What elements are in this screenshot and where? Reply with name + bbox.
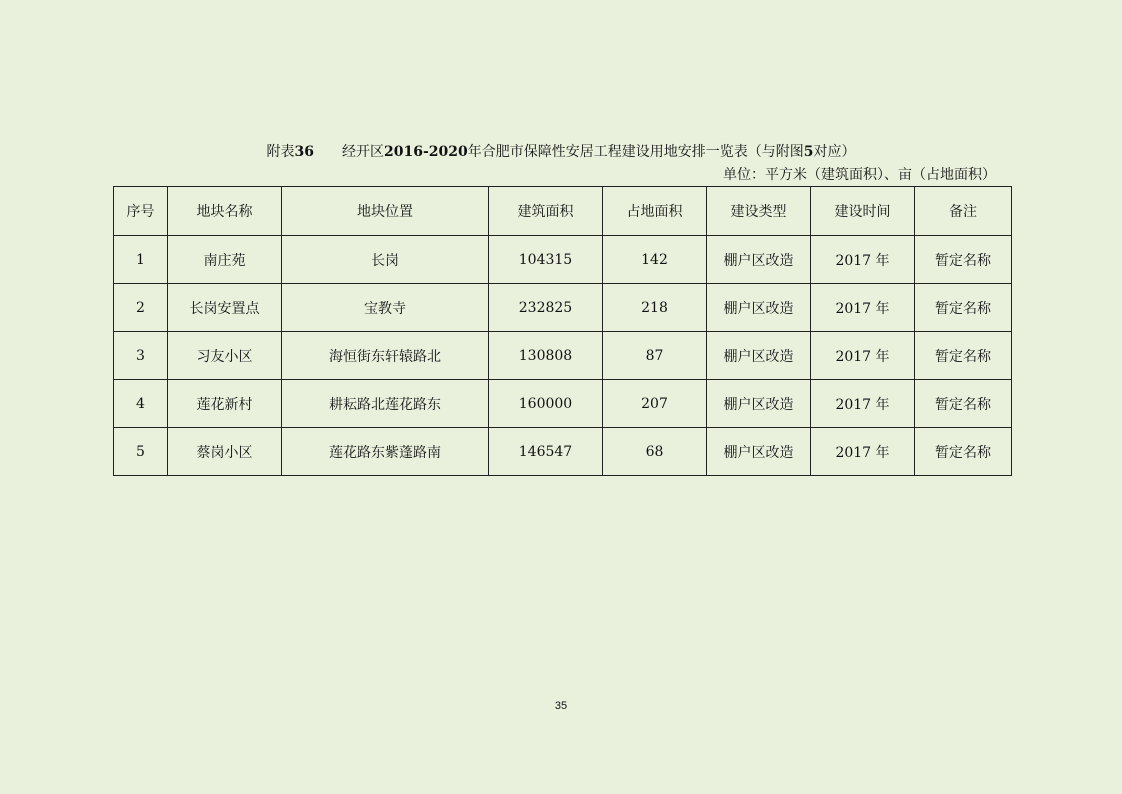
cell-index: 1 <box>114 236 168 284</box>
cell-land-area: 142 <box>603 236 707 284</box>
header-cell-name: 地块名称 <box>168 187 282 236</box>
header-cell-floor-area: 建筑面积 <box>489 187 603 236</box>
cell-location: 长岗 <box>282 236 489 284</box>
cell-type: 棚户区改造 <box>707 332 811 380</box>
cell-land-area: 207 <box>603 380 707 428</box>
header-cell-time: 建设时间 <box>811 187 915 236</box>
header-cell-remarks: 备注 <box>915 187 1012 236</box>
cell-location: 宝教寺 <box>282 284 489 332</box>
header-cell-location: 地块位置 <box>282 187 489 236</box>
cell-time: 2017 年 <box>811 332 915 380</box>
cell-floor-area: 232825 <box>489 284 603 332</box>
table-header-row <box>114 187 1012 236</box>
unit-note: 单位：平方米（建筑面积）、亩（占地面积） <box>723 167 996 183</box>
caption-label: 附表 <box>266 144 295 160</box>
table-row <box>114 380 1012 428</box>
cell-time: 2017 年 <box>811 236 915 284</box>
cell-type: 棚户区改造 <box>707 380 811 428</box>
header-cell-index: 序号 <box>114 187 168 236</box>
cell-floor-area: 160000 <box>489 380 603 428</box>
cell-floor-area: 130808 <box>489 332 603 380</box>
cell-land-area: 87 <box>603 332 707 380</box>
cell-type: 棚户区改造 <box>707 428 811 476</box>
cell-time: 2017 年 <box>811 428 915 476</box>
cell-time: 2017 年 <box>811 380 915 428</box>
cell-name: 蔡岗小区 <box>168 428 282 476</box>
caption-suffix: 对应） <box>813 144 856 160</box>
cell-floor-area: 104315 <box>489 236 603 284</box>
cell-land-area: 68 <box>603 428 707 476</box>
cell-name: 莲花新村 <box>168 380 282 428</box>
cell-location: 耕耘路北莲花路东 <box>282 380 489 428</box>
table-caption <box>0 142 1122 162</box>
table-row <box>114 332 1012 380</box>
table-row <box>114 284 1012 332</box>
header-cell-type: 建设类型 <box>707 187 811 236</box>
cell-location: 莲花路东紫蓬路南 <box>282 428 489 476</box>
cell-time: 2017 年 <box>811 284 915 332</box>
caption-years: 2016-2020 <box>383 144 468 160</box>
cell-type: 棚户区改造 <box>707 284 811 332</box>
caption-mid: 年合肥市保障性安居工程建设用地安排一览表（与附图 <box>467 144 804 160</box>
caption-prefix: 经开区 <box>341 144 384 160</box>
cell-index: 2 <box>114 284 168 332</box>
cell-index: 5 <box>114 428 168 476</box>
cell-remarks: 暂定名称 <box>915 428 1012 476</box>
header-cell-land-area: 占地面积 <box>603 187 707 236</box>
cell-remarks: 暂定名称 <box>915 332 1012 380</box>
table-row <box>114 428 1012 476</box>
caption-fig-num: 5 <box>803 144 814 160</box>
land-allocation-table <box>113 186 1012 476</box>
cell-name: 长岗安置点 <box>168 284 282 332</box>
cell-index: 4 <box>114 380 168 428</box>
table-row <box>114 236 1012 284</box>
caption-number: 36 <box>294 144 314 160</box>
page-number: 35 <box>554 700 568 712</box>
cell-name: 南庄苑 <box>168 236 282 284</box>
cell-name: 习友小区 <box>168 332 282 380</box>
cell-type: 棚户区改造 <box>707 236 811 284</box>
cell-location: 海恒街东轩辕路北 <box>282 332 489 380</box>
cell-remarks: 暂定名称 <box>915 284 1012 332</box>
cell-remarks: 暂定名称 <box>915 380 1012 428</box>
cell-floor-area: 146547 <box>489 428 603 476</box>
cell-remarks: 暂定名称 <box>915 236 1012 284</box>
cell-index: 3 <box>114 332 168 380</box>
cell-land-area: 218 <box>603 284 707 332</box>
